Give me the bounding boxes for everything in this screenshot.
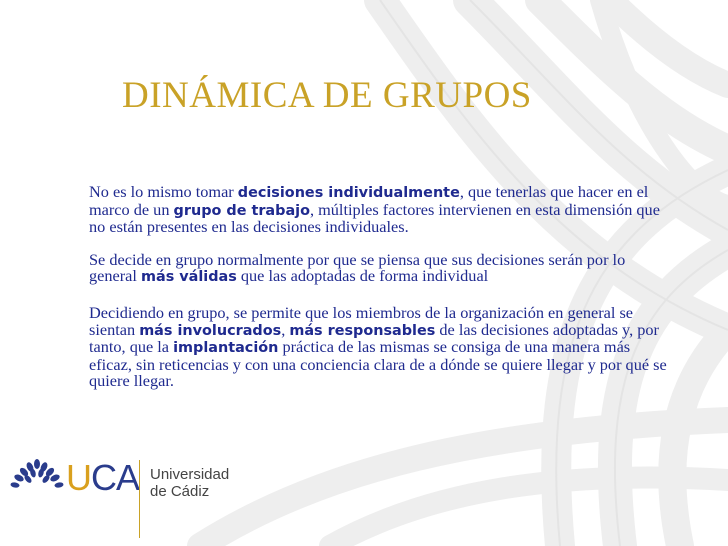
slide-body (89, 184, 669, 406)
text-run: No es lo mismo tomar (89, 182, 238, 201)
text-run: práctica de las mismas se consiga de una manera más eficaz, sin reticencias y con una conciencia clara de a dónde se quiere llegar y por qué se quiere llegar. (89, 337, 667, 391)
paragraph-individual-vs-group (89, 184, 669, 236)
university-name-line2: de Cádiz (150, 483, 210, 500)
university-name-line1: Universidad (150, 466, 230, 483)
wheat-sheaf-icon (10, 458, 64, 494)
text-run: que las adoptadas de forma individual (236, 266, 489, 286)
uca-logo-letters (66, 457, 140, 498)
uca-logo (10, 458, 240, 538)
bold-text-run: más válidas (140, 269, 237, 286)
text-run: Se decide en grupo normalmente por que se piensa que sus decisiones serán por lo general (89, 249, 626, 286)
text-run: , que tenerlas que hacer en el marco de un (89, 182, 649, 219)
bold-text-run: implantación (173, 340, 279, 357)
slide-title: DINÁMICA DE GRUPOS (122, 75, 532, 116)
university-name (150, 466, 229, 500)
paragraph-group-validity (89, 249, 669, 286)
logo-divider (139, 460, 140, 538)
paragraph-group-involvement (89, 302, 669, 391)
bold-text-run: más involucrados (139, 322, 282, 339)
text-run: , (281, 319, 290, 339)
bold-text-run: grupo de trabajo (173, 202, 310, 219)
bold-text-run: más responsables (289, 322, 436, 339)
text-run: , múltiples factores intervienen en esta dimensión que no están presentes en las decisiones individuales. (89, 199, 660, 237)
logo-letters-ca: CA (91, 457, 140, 498)
text-run: Decidiendo en grupo, se permite que los miembros de la organización en general se sientan (89, 302, 634, 339)
bold-text-run: decisiones individualmente (237, 185, 460, 201)
text-run: de las decisiones adoptadas y, por tanto, que la (89, 319, 659, 357)
logo-letter-u: U (66, 457, 91, 498)
